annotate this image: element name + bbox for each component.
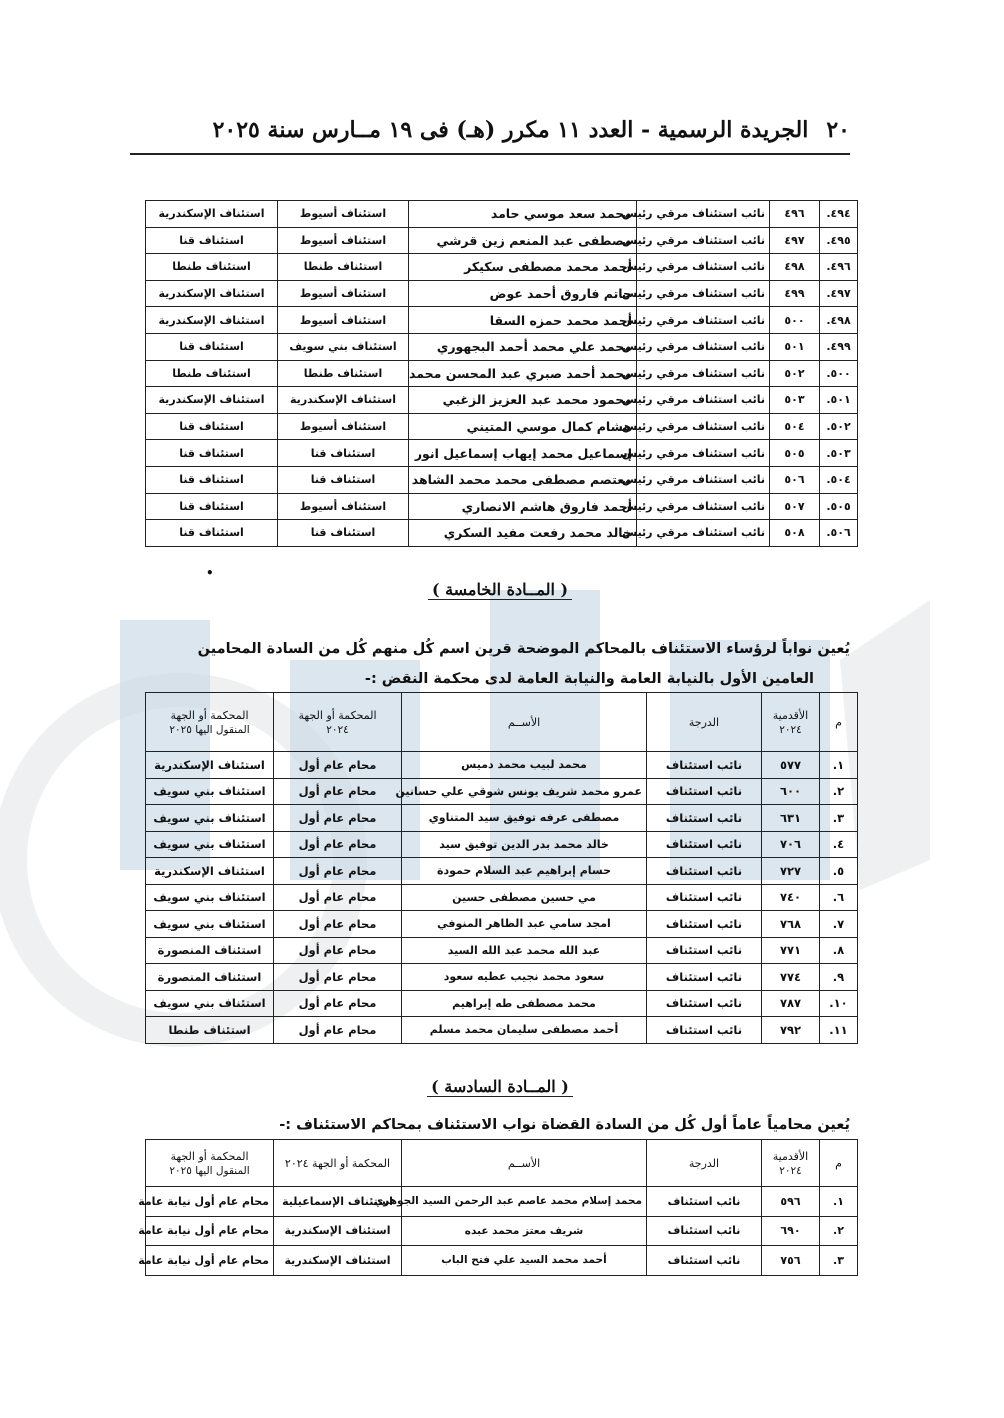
cell-to-court: استئناف الإسكندرية [146, 280, 278, 307]
cell-name: أحمد محمد حمزه السقا [409, 307, 637, 334]
cell-index: ٣. [820, 1246, 858, 1276]
cell-to-court: محام عام أول نيابة عامة [146, 1216, 274, 1246]
cell-degree: نائب استئناف [647, 990, 762, 1017]
cell-name: مي حسين مصطفى حسين [402, 884, 647, 911]
cell-rank: ٧٤٠ [762, 884, 820, 911]
cell-to-court: استئناف الإسكندرية [146, 387, 278, 414]
cell-to-court: استئناف المنصورة [146, 964, 274, 991]
cell-index: ٤٩٧. [820, 280, 858, 307]
cell-rank: ٦٠٠ [762, 778, 820, 805]
cell-degree: نائب استئناف مرقي رئيس [637, 227, 770, 254]
cell-name: حاتم فاروق أحمد عوض [409, 280, 637, 307]
cell-degree: نائب استئناف مرقي رئيس [637, 333, 770, 360]
col-rank: الأقدمية ٢٠٢٤ [762, 693, 820, 752]
cell-from-court: استئناف الإسكندرية [278, 387, 409, 414]
cell-degree: نائب استئناف مرقي رئيس [637, 254, 770, 281]
cell-name: مصطفى عرفه توفيق سيد المتناوي [402, 805, 647, 832]
table-row [146, 1017, 858, 1044]
cell-name: عمرو محمد شريف يونس شوقي علي حسانين [402, 778, 647, 805]
cell-rank: ٥٠٦ [770, 466, 820, 493]
cell-from-court: استئناف أسيوط [278, 280, 409, 307]
table-row [146, 493, 858, 520]
cell-rank: ٦٣١ [762, 805, 820, 832]
cell-name: مصطفى عبد المنعم زين قرشي [409, 227, 637, 254]
cell-rank: ٥٠٧ [770, 493, 820, 520]
cell-from-court: محام عام أول [274, 937, 402, 964]
table-row [146, 778, 858, 805]
cell-degree: نائب استئناف [647, 884, 762, 911]
cell-name: شريف معتز محمد عبده [402, 1216, 647, 1246]
cell-index: ١. [820, 752, 858, 779]
cell-to-court: استئناف قنا [146, 413, 278, 440]
cell-from-court: استئناف طنطا [278, 360, 409, 387]
col-rank: الأقدمية ٢٠٢٤ [762, 1140, 820, 1187]
cell-index: ٥٠٤. [820, 466, 858, 493]
table-row [146, 911, 858, 938]
cell-index: ٩. [820, 964, 858, 991]
cell-degree: نائب استئناف مرقي رئيس [637, 280, 770, 307]
table-row [146, 333, 858, 360]
cell-name: محمد مصطفى طه إبراهيم [402, 990, 647, 1017]
cell-rank: ٥٠١ [770, 333, 820, 360]
cell-index: ٥٠٢. [820, 413, 858, 440]
cell-index: ٦. [820, 884, 858, 911]
cell-index: ٥٠٣. [820, 440, 858, 467]
cell-name: محمد أحمد صبري عبد المحسن محمد [409, 360, 637, 387]
col-to: المحكمة أو الجهة المنقول اليها ٢٠٢٥ [146, 1140, 274, 1187]
cell-name: أحمد فاروق هاشم الانصاري [409, 493, 637, 520]
cell-to-court: استئناف قنا [146, 227, 278, 254]
cell-to-court: محام عام أول نيابة عامة [146, 1187, 274, 1217]
cell-rank: ٥٠٠ [770, 307, 820, 334]
cell-rank: ٥٠٣ [770, 387, 820, 414]
table-row [146, 254, 858, 281]
cell-index: ٥٠١. [820, 387, 858, 414]
table-row [146, 413, 858, 440]
cell-rank: ٧٥٦ [762, 1246, 820, 1276]
table-row [146, 227, 858, 254]
table-row [146, 307, 858, 334]
cell-from-court: استئناف بني سويف [278, 333, 409, 360]
cell-name: عبد الله محمد عبد الله السيد [402, 937, 647, 964]
cell-index: ٤٩٨. [820, 307, 858, 334]
cell-name: خالد محمد رفعت مفيد السكري [409, 520, 637, 547]
cell-from-court: محام عام أول [274, 858, 402, 885]
cell-to-court: استئناف بني سويف [146, 884, 274, 911]
cell-to-court: استئناف بني سويف [146, 911, 274, 938]
col-from: المحكمة أو الجهة ٢٠٢٤ [274, 693, 402, 752]
cell-index: ٥٠٠. [820, 360, 858, 387]
cell-degree: نائب استئناف [647, 1017, 762, 1044]
table-row [146, 201, 858, 228]
cell-index: ٢. [820, 778, 858, 805]
cell-rank: ٦٩٠ [762, 1216, 820, 1246]
col-to: المحكمة أو الجهة المنقول اليها ٢٠٢٥ [146, 693, 274, 752]
cell-degree: نائب استئناف [647, 858, 762, 885]
cell-degree: نائب استئناف [647, 911, 762, 938]
cell-rank: ٥٠٤ [770, 413, 820, 440]
cell-from-court: محام عام أول [274, 911, 402, 938]
cell-from-court: محام عام أول [274, 884, 402, 911]
cell-degree: نائب استئناف مرقي رئيس [637, 520, 770, 547]
cell-from-court: محام عام أول [274, 831, 402, 858]
col-name: الأســم [402, 693, 647, 752]
cell-from-court: استئناف أسيوط [278, 493, 409, 520]
cell-degree: نائب استئناف [647, 1187, 762, 1217]
cell-to-court: استئناف بني سويف [146, 831, 274, 858]
page-number: ٢٠ [826, 117, 850, 143]
col-name: الأســم [402, 1140, 647, 1187]
cell-degree: نائب استئناف مرقي رئيس [637, 413, 770, 440]
cell-degree: نائب استئناف [647, 752, 762, 779]
header-divider [130, 153, 850, 155]
cell-from-court: محام عام أول [274, 1017, 402, 1044]
cell-to-court: استئناف بني سويف [146, 990, 274, 1017]
cell-to-court: استئناف الإسكندرية [146, 858, 274, 885]
cell-index: ٤٩٩. [820, 333, 858, 360]
table-row [146, 964, 858, 991]
cell-name: محمود محمد عبد العزيز الزغبي [409, 387, 637, 414]
cell-from-court: استئناف الإسكندرية [274, 1246, 402, 1276]
cell-from-court: استئناف الإسكندرية [274, 1216, 402, 1246]
col-m: م [820, 693, 858, 752]
cell-degree: نائب استئناف [647, 964, 762, 991]
article-5-table [145, 692, 858, 1044]
table-row [146, 831, 858, 858]
cell-to-court: استئناف بني سويف [146, 778, 274, 805]
cell-rank: ٥٠٥ [770, 440, 820, 467]
table-row [146, 1246, 858, 1276]
col-degree: الدرجة [647, 1140, 762, 1187]
table-row [146, 360, 858, 387]
article-5-line-2: العامين الأول بالنيابة العامة والنيابة العامة لدى محكمة النقض :- [364, 671, 814, 687]
cell-name: امجد سامي عبد الظاهر المنوفي [402, 911, 647, 938]
cell-from-court: محام عام أول [274, 805, 402, 832]
table-row [146, 884, 858, 911]
cell-to-court: استئناف طنطا [146, 254, 278, 281]
cell-degree: نائب استئناف مرقي رئيس [637, 493, 770, 520]
cell-name: هشام كمال موسي المتيني [409, 413, 637, 440]
cell-degree: نائب استئناف [647, 1216, 762, 1246]
cell-to-court: استئناف الإسكندرية [146, 201, 278, 228]
table-row [146, 752, 858, 779]
cell-index: ٨. [820, 937, 858, 964]
cell-index: ٣. [820, 805, 858, 832]
table-header-row [146, 693, 858, 752]
cell-to-court: استئناف قنا [146, 333, 278, 360]
cell-rank: ٧٩٢ [762, 1017, 820, 1044]
cell-from-court: استئناف أسيوط [278, 307, 409, 334]
table-row [146, 805, 858, 832]
cell-name: إسماعيل محمد إيهاب إسماعيل انور [409, 440, 637, 467]
cell-to-court: استئناف طنطا [146, 360, 278, 387]
cell-index: ١. [820, 1187, 858, 1217]
cell-name: محمد لبيب محمد دميس [402, 752, 647, 779]
article-6-table [138, 1139, 858, 1276]
cell-degree: نائب استئناف [647, 778, 762, 805]
page-header [130, 112, 850, 148]
cell-rank: ٤٩٩ [770, 280, 820, 307]
table-header-row [146, 1140, 858, 1187]
cell-from-court: استئناف أسيوط [278, 413, 409, 440]
cell-name: حسام إبراهيم عبد السلام حمودة [402, 858, 647, 885]
table-row [146, 1187, 858, 1217]
cell-index: ١١. [820, 1017, 858, 1044]
cell-degree: نائب استئناف مرقي رئيس [637, 360, 770, 387]
cell-from-court: استئناف قنا [278, 520, 409, 547]
table-row [146, 520, 858, 547]
cell-name: أحمد محمد السيد علي فتح الباب [402, 1246, 647, 1276]
cell-degree: نائب استئناف مرقي رئيس [637, 307, 770, 334]
article-6-title: ( المــادة السادسة ) [400, 1077, 600, 1096]
article-6-text [150, 1110, 850, 1140]
cell-from-court: استئناف قنا [278, 440, 409, 467]
cell-to-court: استئناف الإسكندرية [146, 307, 278, 334]
cell-from-court: استئناف قنا [278, 466, 409, 493]
cell-index: ٤٩٥. [820, 227, 858, 254]
cell-to-court: استئناف قنا [146, 466, 278, 493]
article-6-line-1: يُعين محامياً عاماً أول كُل من السادة القضاة نواب الاستئناف بمحاكم الاستئناف :- [279, 1117, 850, 1133]
gazette-title: الجريدة الرسمية - العدد ١١ مكرر (هـ) فى ١٩ مــارس سنة ٢٠٢٥ [212, 117, 809, 143]
cell-name: سعود محمد نجيب عطيه سعود [402, 964, 647, 991]
cell-rank: ٤٩٧ [770, 227, 820, 254]
cell-degree: نائب استئناف [647, 805, 762, 832]
cell-index: ٤٩٦. [820, 254, 858, 281]
cell-from-court: استئناف الإسماعيلية [274, 1187, 402, 1217]
cell-degree: نائب استئناف [647, 831, 762, 858]
cell-name: أحمد محمد مصطفى سكيكر [409, 254, 637, 281]
cell-name: محمد إسلام محمد عاصم عبد الرحمن السيد الجوهري [402, 1187, 647, 1217]
cell-index: ٥. [820, 858, 858, 885]
table-row [146, 858, 858, 885]
cell-name: خالد محمد بدر الدين توفيق سيد [402, 831, 647, 858]
cell-rank: ٧٦٨ [762, 911, 820, 938]
cell-degree: نائب استئناف مرقي رئيس [637, 440, 770, 467]
cell-from-court: محام عام أول [274, 752, 402, 779]
cell-degree: نائب استئناف [647, 937, 762, 964]
cell-index: ١٠. [820, 990, 858, 1017]
col-m: م [820, 1140, 858, 1187]
cell-degree: نائب استئناف مرقي رئيس [637, 466, 770, 493]
cell-rank: ٧٧١ [762, 937, 820, 964]
article-5-text [150, 634, 850, 694]
cell-from-court: محام عام أول [274, 778, 402, 805]
cell-index: ٧. [820, 911, 858, 938]
cell-to-court: استئناف قنا [146, 520, 278, 547]
cell-from-court: محام عام أول [274, 964, 402, 991]
col-degree: الدرجة [647, 693, 762, 752]
cell-index: ٤. [820, 831, 858, 858]
table-row [146, 1216, 858, 1246]
table-row [146, 280, 858, 307]
col-from: المحكمة أو الجهة ٢٠٢٤ [274, 1140, 402, 1187]
cell-to-court: استئناف طنطا [146, 1017, 274, 1044]
cell-index: ٥٠٦. [820, 520, 858, 547]
table-row [146, 937, 858, 964]
cell-to-court: استئناف المنصورة [146, 937, 274, 964]
cell-rank: ٧٠٦ [762, 831, 820, 858]
table-row [146, 466, 858, 493]
article-5-title: ( المــادة الخامسة ) [400, 580, 600, 599]
cell-to-court: استئناف قنا [146, 493, 278, 520]
cell-rank: ٥٠٢ [770, 360, 820, 387]
cell-from-court: استئناف طنطا [278, 254, 409, 281]
cell-degree: نائب استئناف مرقي رئيس [637, 201, 770, 228]
cell-rank: ٥٩٦ [762, 1187, 820, 1217]
cell-from-court: محام عام أول [274, 990, 402, 1017]
cell-to-court: محام عام أول نيابة عامة [146, 1246, 274, 1276]
cell-name: محمد علي محمد أحمد البجهوري [409, 333, 637, 360]
continuation-table [145, 200, 858, 547]
cell-from-court: استئناف أسيوط [278, 227, 409, 254]
cell-index: ٤٩٤. [820, 201, 858, 228]
table-row [146, 387, 858, 414]
cell-name: أحمد مصطفى سليمان محمد مسلم [402, 1017, 647, 1044]
cell-to-court: استئناف الإسكندرية [146, 752, 274, 779]
cell-rank: ٤٩٨ [770, 254, 820, 281]
cell-to-court: استئناف قنا [146, 440, 278, 467]
cell-name: محمد سعد موسي حامد [409, 201, 637, 228]
cell-rank: ٧٧٤ [762, 964, 820, 991]
cell-name: معتصم مصطفى محمد محمد الشاهد [409, 466, 637, 493]
cell-rank: ٤٩٦ [770, 201, 820, 228]
cell-rank: ٥٧٧ [762, 752, 820, 779]
cell-rank: ٧٢٧ [762, 858, 820, 885]
cell-index: ٥٠٥. [820, 493, 858, 520]
cell-index: ٢. [820, 1216, 858, 1246]
table-row [146, 440, 858, 467]
cell-to-court: استئناف بني سويف [146, 805, 274, 832]
cell-rank: ٧٨٧ [762, 990, 820, 1017]
table-row [146, 990, 858, 1017]
cell-rank: ٥٠٨ [770, 520, 820, 547]
article-5-line-1: يُعين نواباً لرؤساء الاستئناف بالمحاكم الموضحة قرين اسم كُل منهم كُل من السادة المحامين [197, 641, 850, 657]
cell-degree: نائب استئناف مرقي رئيس [637, 387, 770, 414]
stray-mark: • [206, 566, 214, 580]
cell-from-court: استئناف أسيوط [278, 201, 409, 228]
cell-degree: نائب استئناف [647, 1246, 762, 1276]
